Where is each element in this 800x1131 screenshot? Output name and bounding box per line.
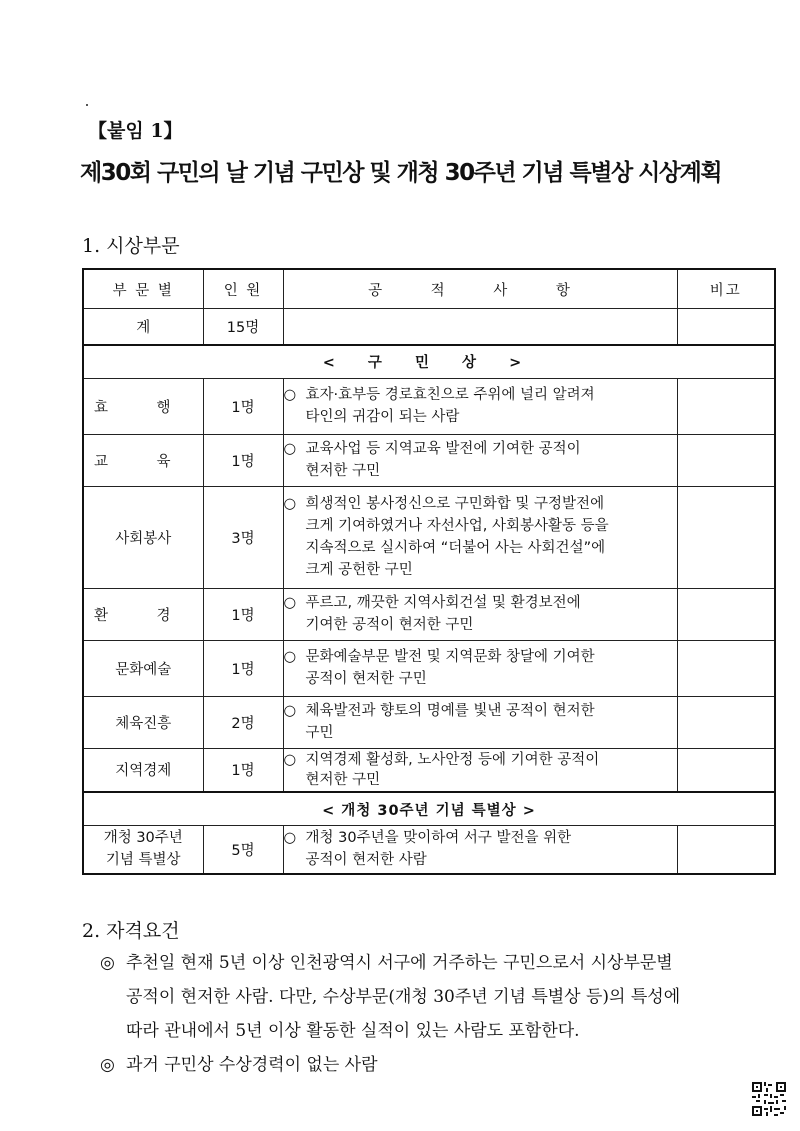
row-details (283, 588, 677, 640)
table-row (83, 486, 775, 588)
eligibility-item-residence (100, 946, 760, 1048)
special-remarks (677, 826, 775, 874)
scan-speck (86, 104, 88, 106)
row-remarks (677, 588, 775, 640)
total-row (83, 309, 775, 345)
circle-bullet: ○ (283, 496, 297, 512)
details-line: 푸르고, 깨끗한 지역사회건설 및 환경보전에 (305, 595, 581, 611)
circle-bullet: ○ (283, 441, 297, 457)
details-line: 효자·효부등 경로효친으로 주위에 널리 알려져 (305, 387, 595, 403)
double-circle-bullet: ◎ (100, 1055, 115, 1075)
row-count: 1명 (203, 640, 283, 696)
special-category-line: 개청 30주년 (103, 830, 183, 847)
special-count: 5명 (203, 826, 283, 874)
details-line: 지속적으로 실시하여 “더불어 사는 사회건설”에 (305, 540, 606, 556)
row-remarks (677, 640, 775, 696)
details-line: 희생적인 봉사정신으로 구민화합 및 구정발전에 (305, 496, 605, 512)
row-count: 1명 (203, 748, 283, 792)
row-remarks (677, 748, 775, 792)
row-category: 사회봉사 (83, 486, 203, 588)
eligibility-list (100, 946, 760, 1082)
special-category-line: 기념 특별상 (105, 852, 181, 869)
table-row (83, 748, 775, 792)
circle-bullet: ○ (283, 595, 297, 611)
row-remarks (677, 486, 775, 588)
double-circle-bullet: ◎ (100, 953, 115, 973)
details-line: 기여한 공적이 현저한 구민 (305, 617, 474, 633)
section1-title: 1. 시상부문 (82, 235, 180, 257)
row-count: 1명 (203, 378, 283, 434)
row-category: 환 경 (83, 588, 203, 640)
row-remarks (677, 434, 775, 486)
details-line: 현저한 구민 (305, 463, 381, 479)
special-award-row (83, 826, 775, 874)
row-count: 2명 (203, 696, 283, 748)
header-category: 부 문 별 (83, 269, 203, 309)
total-details (283, 309, 677, 345)
table-row (83, 640, 775, 696)
special-details (283, 826, 677, 874)
header-remarks: 비고 (677, 269, 775, 309)
circle-bullet: ○ (283, 830, 297, 847)
details-line: 체육발전과 향토의 명예를 빛낸 공적이 현저한 (305, 703, 595, 719)
group-header-residents-award (83, 345, 775, 379)
circle-bullet: ○ (283, 387, 297, 403)
circle-bullet: ○ (283, 751, 297, 768)
row-category: 지역경제 (83, 748, 203, 792)
group2-title: < 개청 30주년 기념 특별상 > (83, 792, 775, 826)
table-row (83, 588, 775, 640)
eligibility-line: 공적이 현저한 사람. 다만, 수상부문(개청 30주년 기념 특별상 등)의 특성에 (126, 987, 681, 1007)
attachment-label: 【붙임 1】 (88, 120, 183, 142)
eligibility-line: 추천일 현재 5년 이상 인천광역시 서구에 거주하는 구민으로서 시상부문별 (126, 953, 673, 973)
details-line: 크게 공헌한 구민 (305, 562, 413, 578)
row-remarks (677, 378, 775, 434)
document-title: 제30회 구민의 날 기념 구민상 및 개청 30주년 기념 특별상 시상계획 (80, 160, 722, 186)
table-header-row (83, 269, 775, 309)
details-line: 문화예술부문 발전 및 지역문화 창달에 기여한 (305, 649, 595, 665)
row-details (283, 434, 677, 486)
row-category: 효 행 (83, 378, 203, 434)
row-details (283, 696, 677, 748)
awards-table (82, 268, 776, 875)
eligibility-line: 과거 구민상 수상경력이 없는 사람 (126, 1055, 378, 1075)
details-line: 교육사업 등 지역교육 발전에 기여한 공적이 (305, 441, 581, 457)
details-line: 타인의 귀감이 되는 사람 (305, 409, 460, 425)
row-category: 체육진흥 (83, 696, 203, 748)
details-line: 크게 기여하였거나 자선사업, 사회봉사활동 등을 (305, 518, 609, 534)
details-line: 개청 30주년을 맞이하여 서구 발전을 위한 (305, 830, 572, 847)
row-details (283, 640, 677, 696)
details-line: 공적이 현저한 사람 (305, 852, 427, 869)
header-details: 공 적 사 항 (283, 269, 677, 309)
qr-code-icon (752, 1082, 786, 1116)
row-category: 문화예술 (83, 640, 203, 696)
eligibility-line: 따라 관내에서 5년 이상 활동한 실적이 있는 사람도 포함한다. (126, 1021, 580, 1041)
table-row (83, 434, 775, 486)
row-details (283, 378, 677, 434)
details-line: 현저한 구민 (305, 771, 381, 788)
table-row (83, 696, 775, 748)
total-remarks (677, 309, 775, 345)
row-count: 3명 (203, 486, 283, 588)
row-details (283, 486, 677, 588)
eligibility-item-no-prior-award (100, 1048, 760, 1082)
section2-title: 2. 자격요건 (82, 920, 180, 942)
row-category: 교 육 (83, 434, 203, 486)
circle-bullet: ○ (283, 649, 297, 665)
details-line: 공적이 현저한 구민 (305, 671, 427, 687)
row-count: 1명 (203, 434, 283, 486)
row-remarks (677, 696, 775, 748)
row-details (283, 748, 677, 792)
total-count: 15명 (203, 309, 283, 345)
total-label: 계 (83, 309, 203, 345)
header-count: 인 원 (203, 269, 283, 309)
special-category (83, 826, 203, 874)
circle-bullet: ○ (283, 703, 297, 719)
row-count: 1명 (203, 588, 283, 640)
details-line: 구민 (305, 725, 334, 741)
table-row (83, 378, 775, 434)
group-header-special-award (83, 792, 775, 826)
details-line: 지역경제 활성화, 노사안정 등에 기여한 공적이 (305, 751, 600, 768)
group1-title: < 구 민 상 > (83, 345, 775, 379)
